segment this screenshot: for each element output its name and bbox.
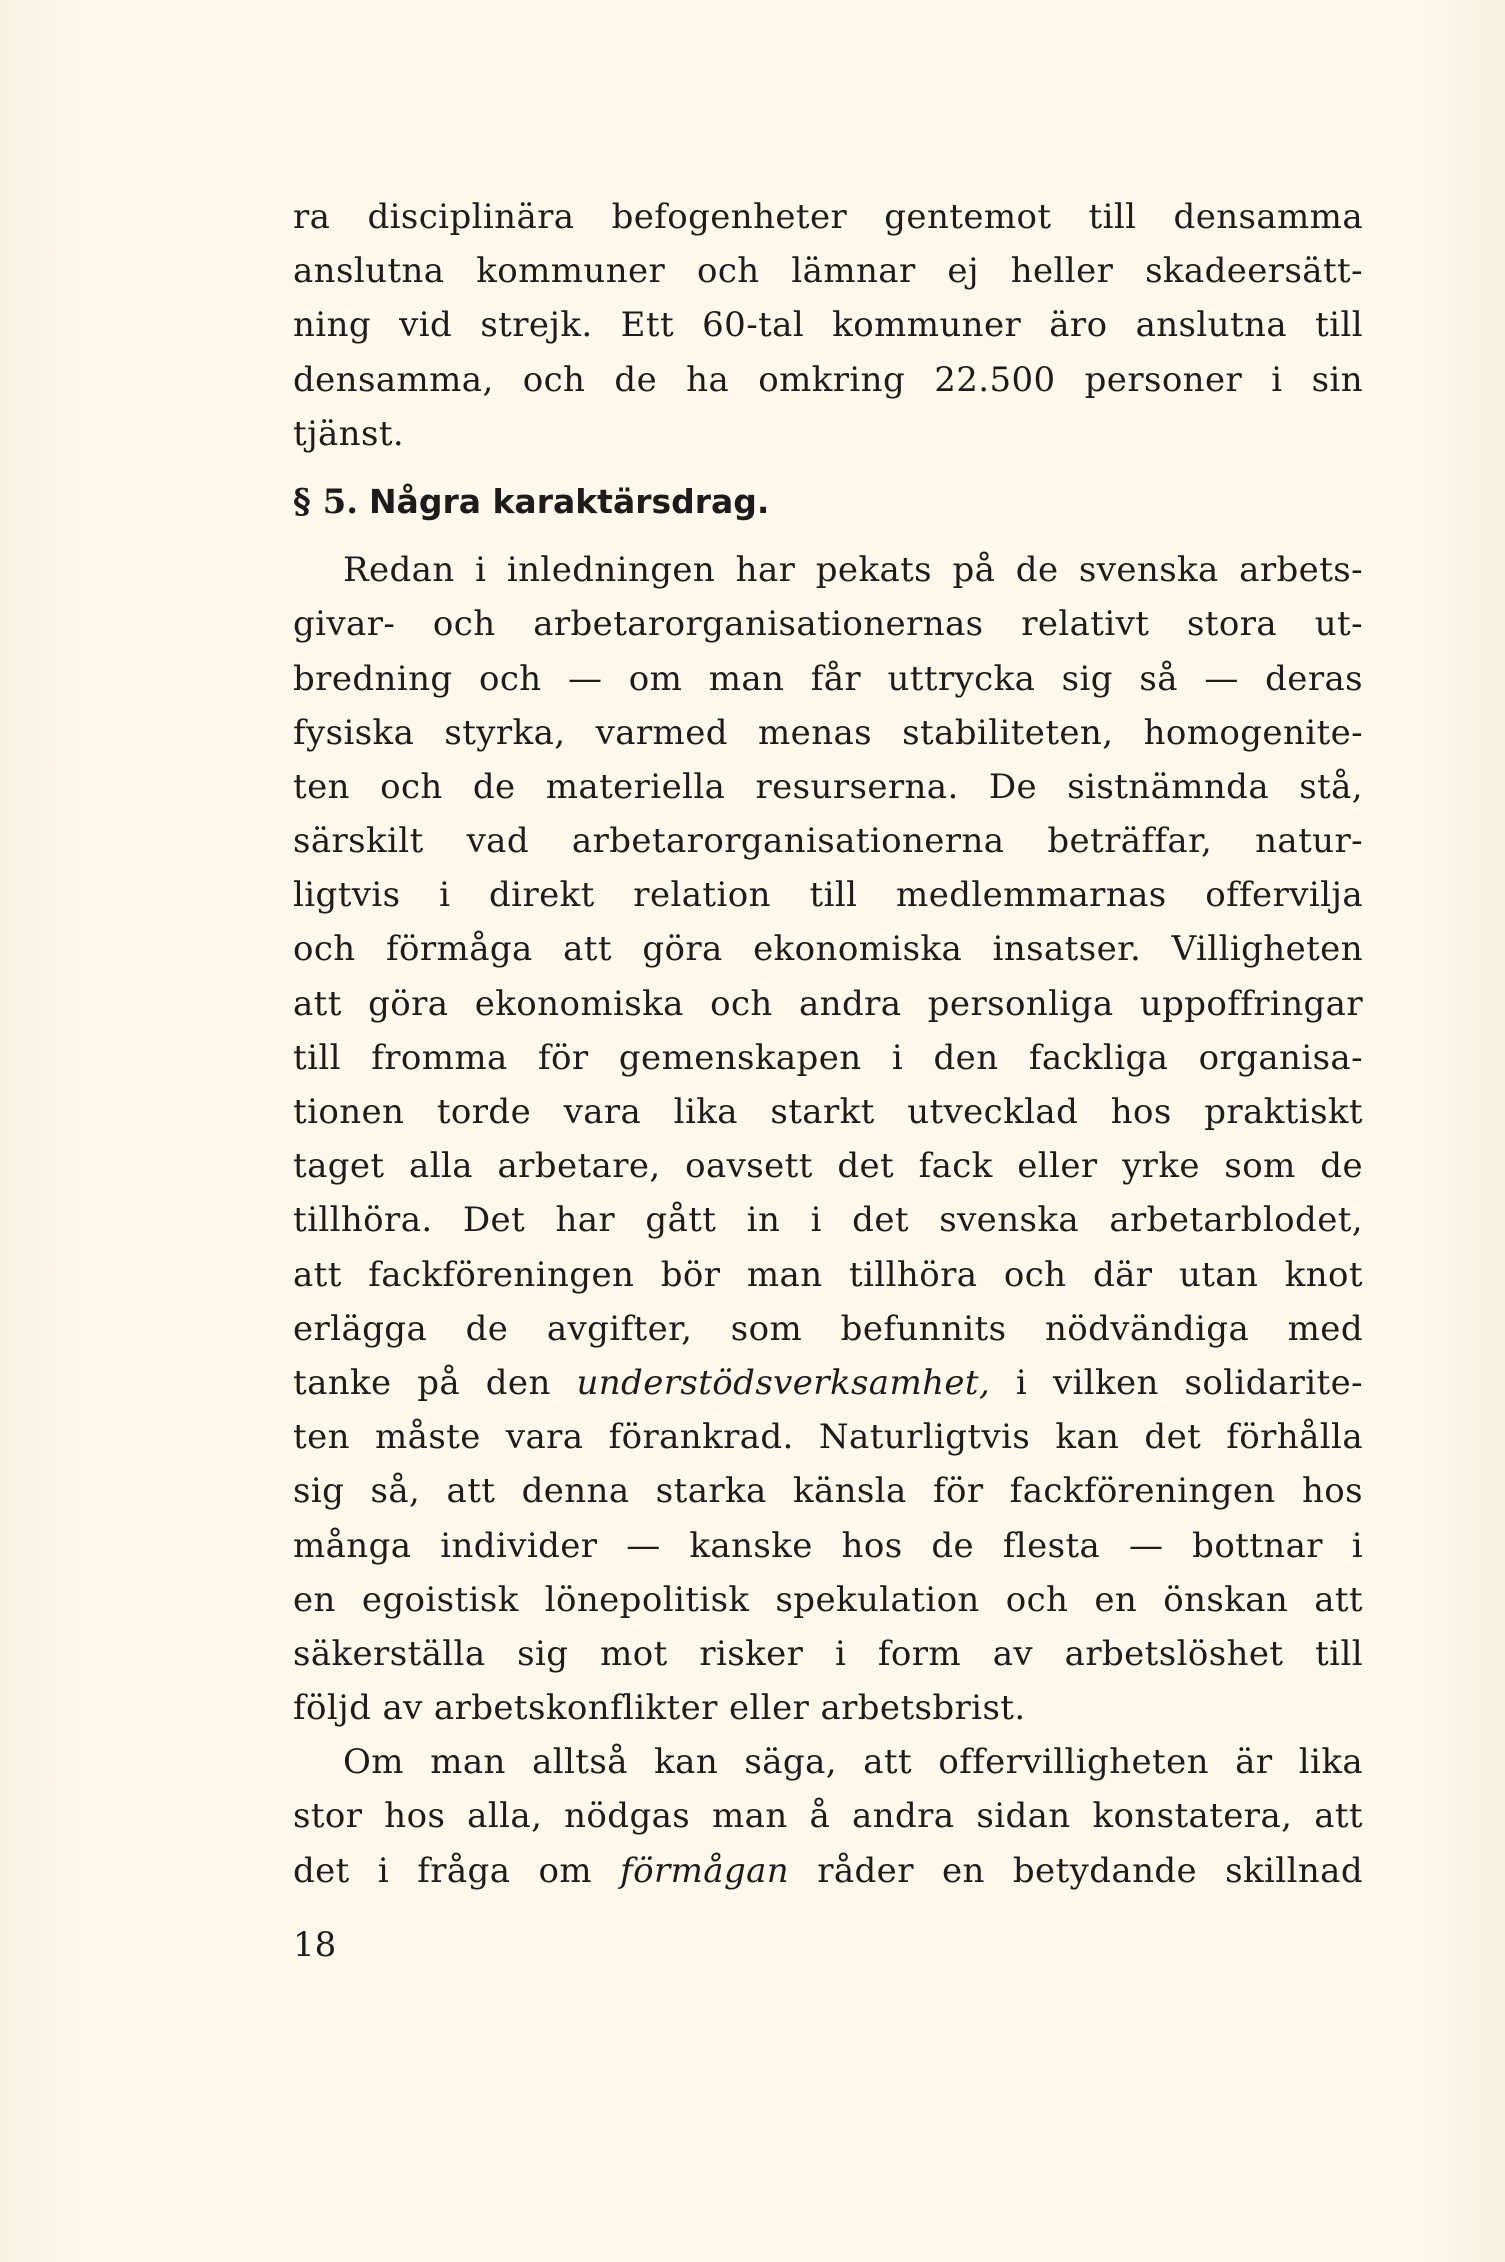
text-line: ten och de materiella resurserna. De sistnämnda stå, (293, 766, 1363, 807)
text-line: anslutna kommuner och lämnar ej heller skadeersätt- (293, 251, 1363, 292)
text-line: att fackföreningen bör man tillhöra och där utan knot (293, 1254, 1363, 1295)
text-line: fysiska styrka, varmed menas stabiliteten, homogenite- (293, 712, 1363, 753)
text-line: Redan i inledningen har pekats på de svenska arbets- (343, 550, 1363, 591)
text-line: att göra ekonomiska och andra personliga uppoffringar (293, 983, 1363, 1024)
text-line: erlägga de avgifter, som befunnits nödvändiga med (293, 1308, 1363, 1349)
text-fragment: i vilken solidarite- (990, 1362, 1364, 1403)
text-line: sig så, att denna starka känsla för fackföreningen hos (293, 1471, 1363, 1512)
text-line: taget alla arbetare, oavsett det fack eller yrke som de (293, 1146, 1363, 1187)
text-line: Om man alltså kan säga, att offervilligheten är lika (343, 1742, 1363, 1783)
text-line: ligtvis i direkt relation till medlemmarnas offervilja (293, 875, 1363, 916)
text-fragment: råder en betydande skillnad (789, 1850, 1363, 1891)
text-fragment: det i fråga om (293, 1850, 621, 1891)
text-line: ning vid strejk. Ett 60-tal kommuner äro anslutna till (293, 305, 1363, 346)
section-title: Några karaktärsdrag. (368, 481, 770, 521)
emphasized-term: understödsverksamhet, (576, 1362, 991, 1403)
text-line-with-emphasis (293, 1356, 1363, 1410)
text-line: till fromma för gemenskapen i den fackliga organisa- (293, 1037, 1363, 1078)
text-line: och förmåga att göra ekonomiska insatser. Villigheten (293, 929, 1363, 970)
emphasized-term: förmågan (620, 1850, 790, 1891)
text-fragment: tanke på den (293, 1362, 577, 1403)
page-number: 18 (293, 1925, 337, 1965)
text-line-with-emphasis (293, 1844, 1363, 1898)
text-line: följd av arbetskonflikter eller arbetsbrist. (293, 1688, 1026, 1729)
body-text (293, 190, 1363, 1898)
text-line: tillhöra. Det har gått in i det svenska arbetarblodet, (293, 1200, 1363, 1241)
text-line: ten måste vara förankrad. Naturligtvis kan det förhålla (293, 1417, 1363, 1458)
text-line: givar- och arbetarorganisationernas relativt stora ut- (293, 604, 1363, 645)
text-line: tionen torde vara lika starkt utvecklad hos praktiskt (293, 1092, 1363, 1132)
text-line: bredning och — om man får uttrycka sig så — deras (293, 658, 1363, 699)
text-line: stor hos alla, nödgas man å andra sidan konstatera, att (293, 1796, 1363, 1837)
section-number: § 5. (293, 481, 359, 522)
text-line: säkerställa sig mot risker i form av arbetslöshet till (293, 1633, 1363, 1674)
text-line: ra disciplinära befogenheter gentemot till densamma (293, 197, 1363, 237)
text-line: särskilt vad arbetarorganisationerna beträffar, natur- (293, 821, 1363, 862)
section-heading (293, 475, 1363, 529)
text-line: många individer — kanske hos de flesta — bottnar i (293, 1525, 1363, 1566)
text-line: densamma, och de ha omkring 22.500 personer i sin (293, 359, 1363, 400)
text-line: tjänst. (293, 413, 405, 454)
text-line: en egoistisk lönepolitisk spekulation och en önskan att (293, 1579, 1363, 1620)
